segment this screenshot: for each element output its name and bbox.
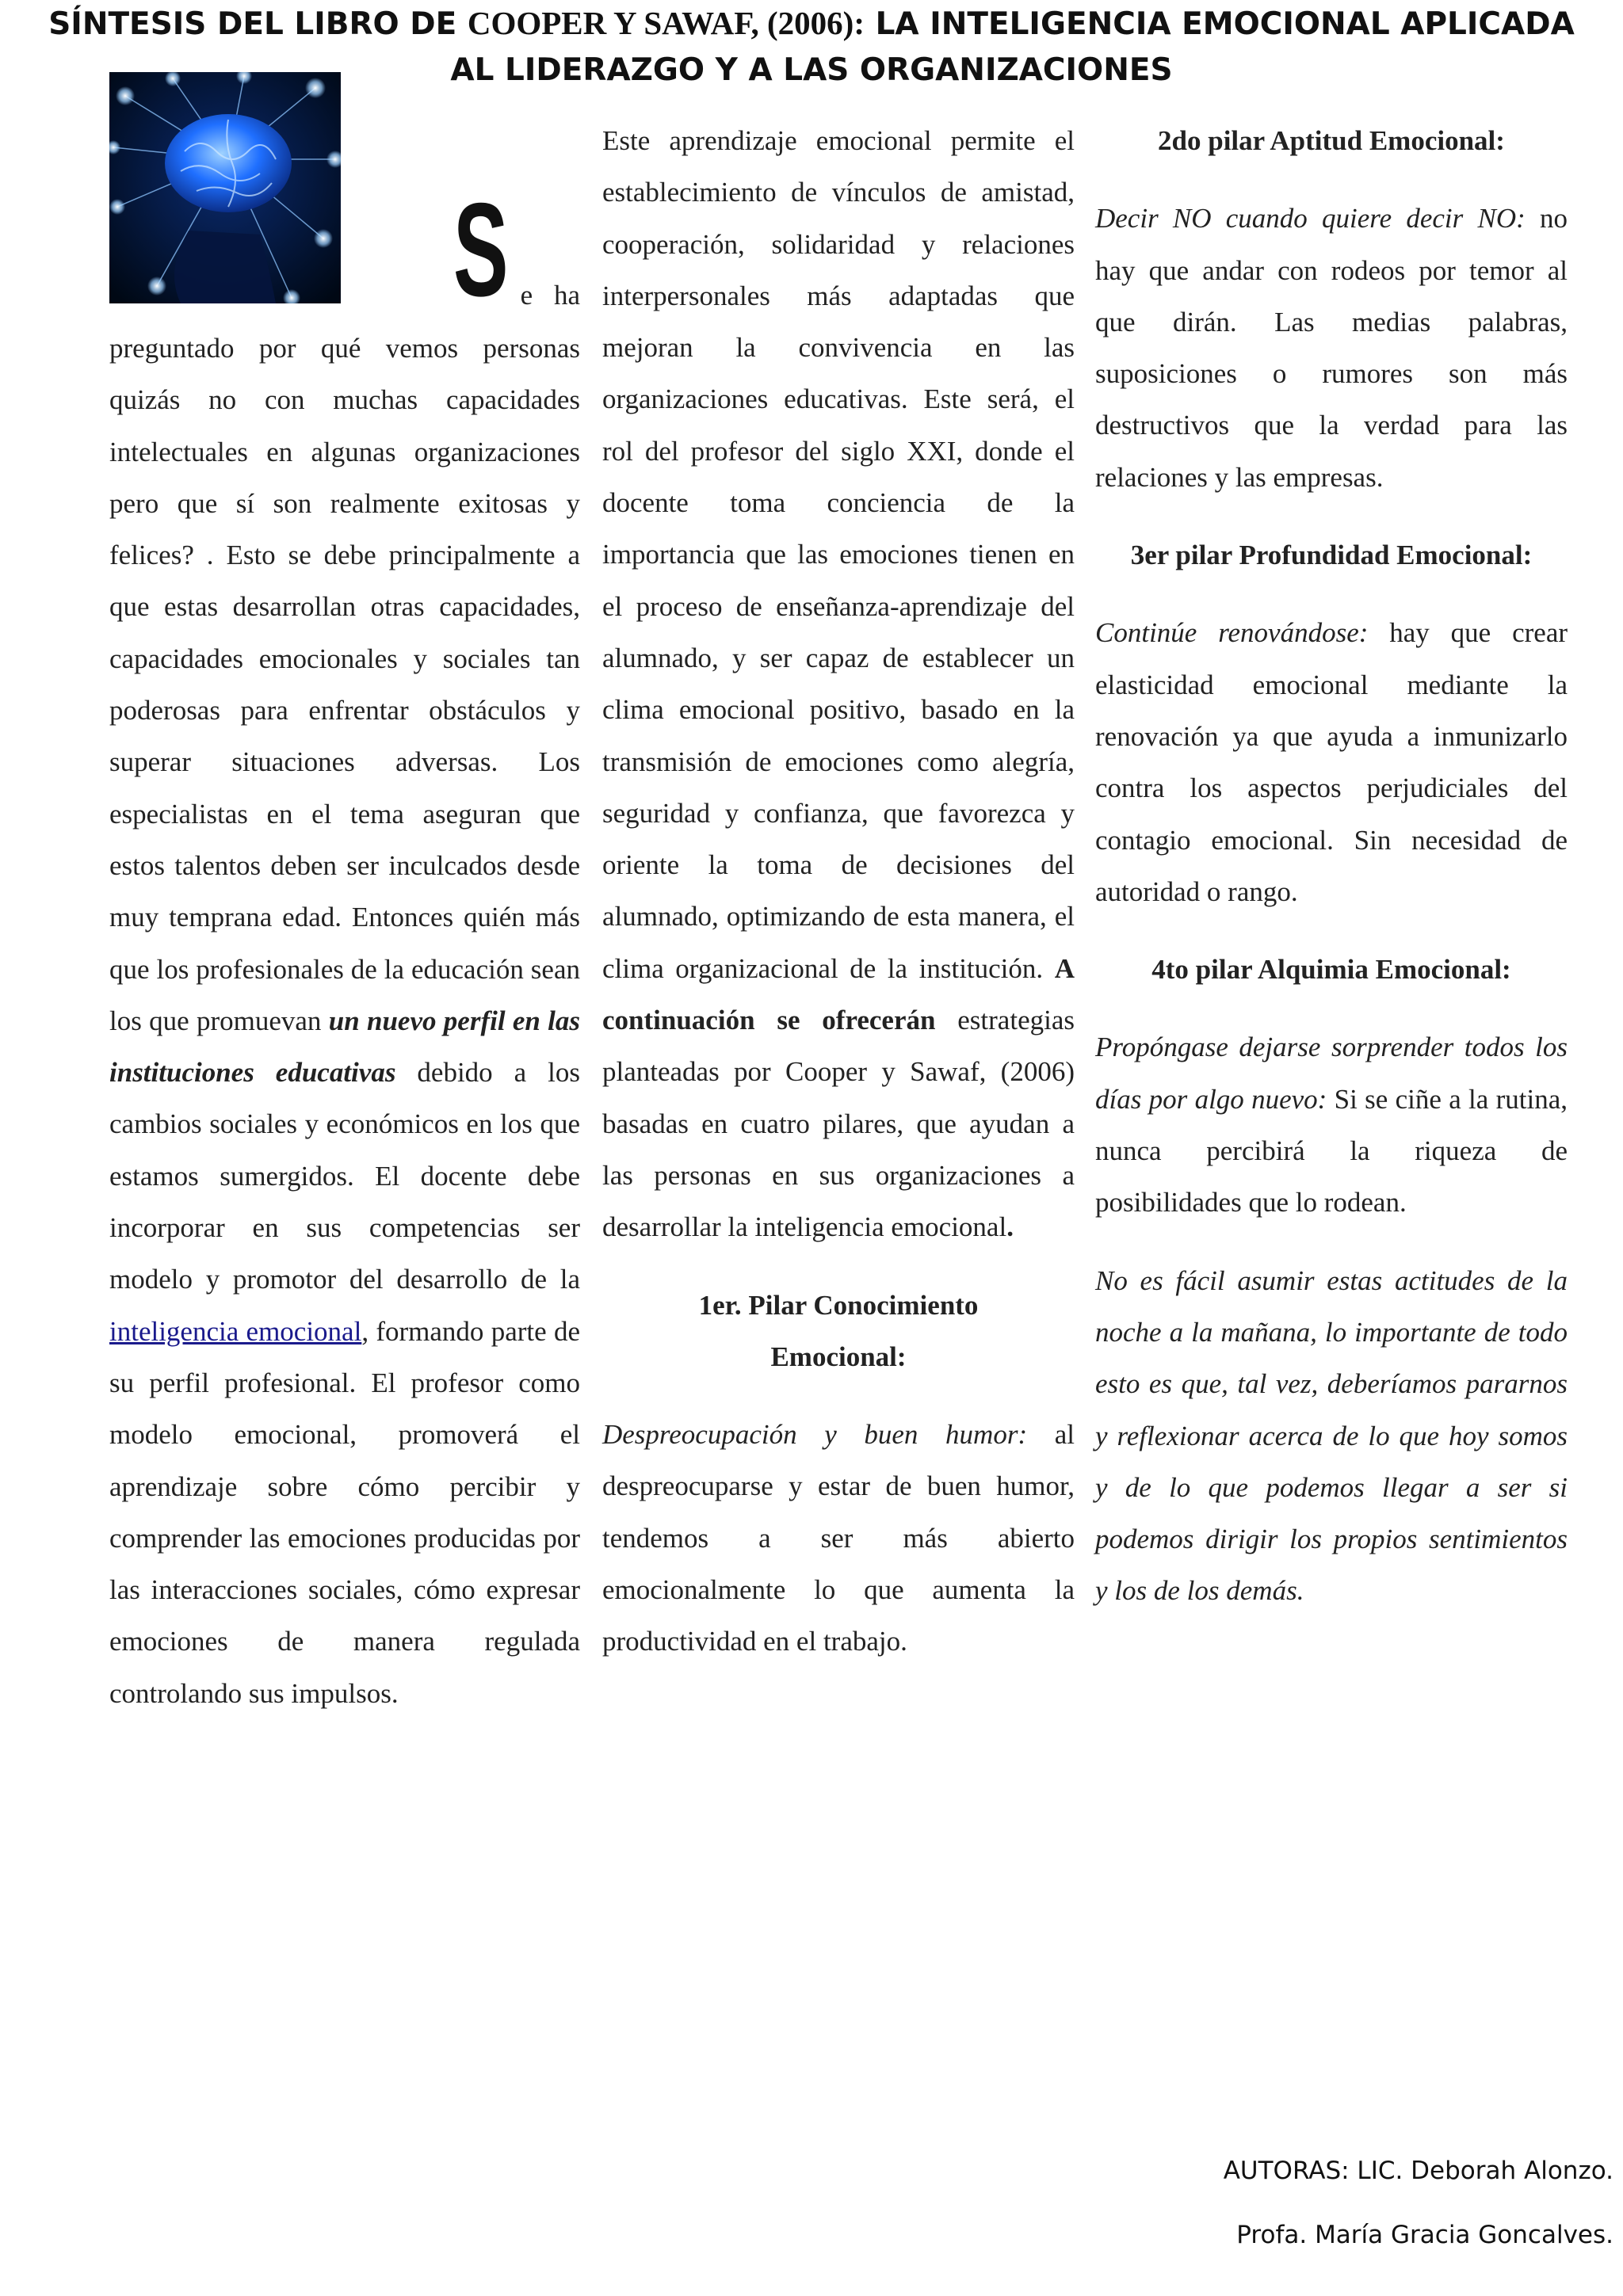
pillar-4-lead: Propóngase dejarse sorprender todos los días por algo nuevo: bbox=[1095, 1032, 1568, 1115]
pillar-1-heading-line-2: Emocional: bbox=[770, 1341, 907, 1372]
learning-text-cont: estrategias planteadas por Cooper y Sawaf, (2006) basadas en cuatro pilares, que ayudan a las personas en sus organizaciones a desarrollar la inteligencia emocional bbox=[602, 1005, 1075, 1243]
pillar-2-lead: Decir NO cuando quiere decir NO: bbox=[1095, 203, 1526, 235]
intro-text: preguntado por qué vemos personas quizás no con muchas capacidades intelectuales en algunas organizaciones pero que sí son realmente exitosas y felices? . Esto se debe principalmente a que estas desarrollan otras capacidades, capacidades emocionales y sociales tan poderosas para enfrentar obstáculos y superar situaciones adversas. Los especialistas en el tema aseguran que estos talentos deben ser inculcados desde muy temprana edad. Entonces quién más que los profesionales de la educación sean los que promuevan bbox=[109, 333, 580, 1036]
pillar-1-lead: Despreocupación y buen humor: bbox=[602, 1419, 1028, 1451]
pillar-3-paragraph bbox=[1095, 607, 1568, 917]
pillar-3-text: hay que crear elasticidad emocional mediante la renovación ya que ayuda a inmunizarlo contra los aspectos perjudiciales del contagio emocional. Sin necesidad de autoridad o rango. bbox=[1095, 617, 1568, 907]
closing-paragraph: No es fácil asumir estas actitudes de la noche a la mañana, lo importante de todo esto es que, tal vez, deberíamos pararnos y reflexionar acerca de lo que hoy somos y de lo que podemos llegar a ser si podemos dirigir los propios sentimientos y los de los demás. bbox=[1095, 1264, 1568, 1607]
intro-text-end: , formando parte de su perfil profesional. El profesor como modelo emocional, promoverá el aprendizaje sobre cómo percibir y comprender las emociones producidas por las interacciones sociales, cómo expresar emociones de manera regulada controlando sus impulsos. bbox=[109, 1315, 580, 1709]
emphasis-text: un nuevo perfil en las instituciones educativas bbox=[109, 1005, 580, 1089]
learning-paragraph bbox=[602, 115, 1075, 1253]
brain-network-icon bbox=[109, 72, 341, 303]
bold-period: . bbox=[1006, 1211, 1014, 1243]
spacer bbox=[1095, 1229, 1568, 1255]
opening-words: e ha bbox=[520, 280, 580, 311]
pillar-1-paragraph bbox=[602, 1409, 1075, 1667]
pillar-1-text: al despreocuparse y estar de buen humor, tendemos a ser más abierto emocionalmente lo que aumenta la productividad en el trabajo. bbox=[602, 1419, 1075, 1657]
pillar-2-paragraph bbox=[1095, 193, 1568, 503]
column-1 bbox=[109, 322, 580, 1719]
brain-illustration bbox=[109, 72, 341, 303]
pillar-4-paragraph bbox=[1095, 1021, 1568, 1228]
pillar-1-heading-line-1: 1er. Pilar Conocimiento bbox=[698, 1289, 979, 1321]
pillar-4-text: Si se ciñe a la rutina, nunca percibirá la riqueza de posibilidades que lo rodean. bbox=[1095, 1083, 1568, 1219]
title-citation: COOPER Y SAWAF, (2006): bbox=[467, 5, 865, 41]
title-part-2: LA INTELIGENCIA EMOCIONAL APLICADA AL LIDERAZGO Y A LAS ORGANIZACIONES bbox=[450, 6, 1575, 88]
pillar-3-heading: 3er pilar Profundidad Emocional: bbox=[1130, 540, 1533, 571]
author-line-2: Profa. María Gracia Goncalves. bbox=[1236, 2221, 1613, 2249]
pillar-2-text: no hay que andar con rodeos por temor al que dirán. Las medias palabras, suposiciones o rumores son más destructivos que la verdad para las relaciones y las empresas. bbox=[1095, 203, 1568, 493]
pillar-4-heading: 4to pilar Alquimia Emocional: bbox=[1151, 954, 1511, 986]
author-line-1: AUTORAS: LIC. Deborah Alonzo. bbox=[1223, 2157, 1613, 2185]
intro-text-cont: debido a los cambios sociales y económicos en los que estamos sumergidos. El docente debe incorporar en sus competencias ser modelo y promotor del desarrollo de la bbox=[109, 1057, 581, 1295]
drop-cap: S bbox=[453, 175, 509, 324]
column-2 bbox=[602, 115, 1075, 1668]
emotional-intelligence-link[interactable]: inteligencia emocional bbox=[109, 1315, 362, 1347]
bold-phrase: A continuación se ofrecerán bbox=[602, 952, 1075, 1036]
column-3 bbox=[1095, 115, 1568, 1617]
learning-text: Este aprendizaje emocional permite el establecimiento de vínculos de amistad, cooperación, solidaridad y relaciones interpersonales más adaptadas que mejoran la convivencia en las organizaciones educativas. Este será, el rol del profesor del siglo XXI, donde el docente toma conciencia de la importancia que las emociones tienen en el proceso de enseñanza-aprendizaje del alumnado, y ser capaz de establecer un clima emocional positivo, basado en la transmisión de emociones como alegría, seguridad y confianza, que favorezca y oriente la toma de decisiones del alumnado, optimizando de esta manera, el clima organizacional de la institución. bbox=[602, 125, 1075, 984]
pillar-3-lead: Continúe renovándose: bbox=[1095, 617, 1369, 649]
title-part-1: SÍNTESIS DEL LIBRO DE bbox=[48, 6, 468, 42]
pillar-2-heading: 2do pilar Aptitud Emocional: bbox=[1158, 125, 1505, 156]
intro-paragraph bbox=[109, 322, 580, 1719]
pillar-1-heading bbox=[602, 1280, 1075, 1383]
